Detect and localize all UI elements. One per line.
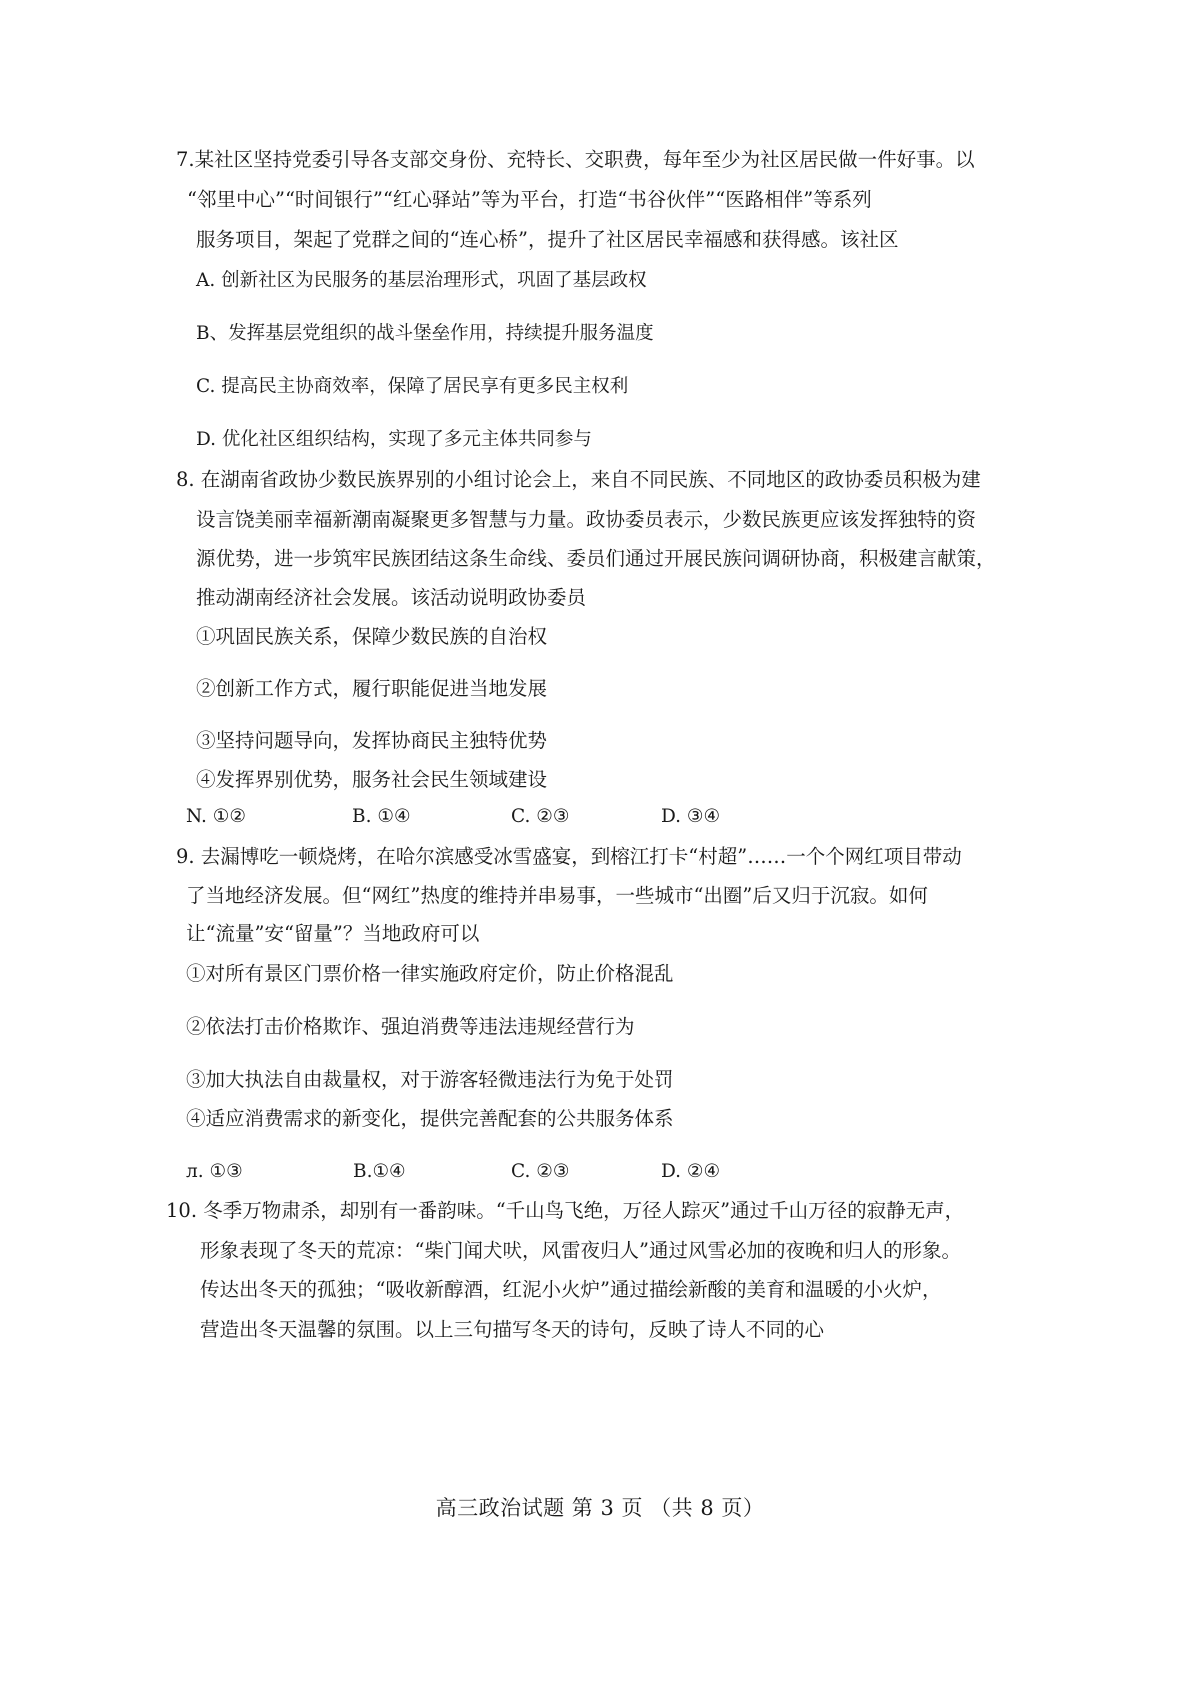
q8-stem-line-2: 设言饶美丽幸福新潮南凝聚更多智慧与力量。政协委员表示，少数民族更应该发挥独特的资 — [196, 508, 977, 531]
q9-item-4: ④适应消费需求的新变化，提供完善配套的公共服务体系 — [186, 1107, 674, 1130]
q9-item-3: ③加大执法自由裁量权，对于游客轻微违法行为免于处罚 — [186, 1068, 674, 1091]
q8-item-2: ②创新工作方式，履行职能促进当地发展 — [196, 677, 548, 700]
q7-option-b: B、发挥基层党组织的战斗堡垒作用，持续提升服务温度 — [196, 323, 654, 344]
q8-choice-b: B. ①④ — [352, 806, 411, 827]
q9-choice-b: B.①④ — [353, 1161, 406, 1182]
q8-item-1: ①巩固民族关系，保障少数民族的自治权 — [196, 625, 548, 648]
q9-choice-c: C. ②③ — [511, 1161, 570, 1182]
q10-stem-line-2: 形象表现了冬天的荒凉：“柴门闻犬吠，风雷夜归人”通过风雪必加的夜晚和归人的形象。 — [200, 1239, 961, 1262]
q9-stem-line-3: 让“流量”安“留量”？当地政府可以 — [186, 922, 480, 945]
q8-item-3: ③坚持问题导向，发挥协商民主独特优势 — [196, 729, 548, 752]
q7-stem-line-1: 7.某社区坚持党委引导各支部交身份、充特长、交职费，每年至少为社区居民做一件好事。以 — [176, 148, 975, 171]
q7-option-c: C. 提高民主协商效率，保障了居民享有更多民主权利 — [196, 376, 629, 397]
page-footer: 高三政治试题 第 3 页 （共 8 页） — [435, 1496, 765, 1520]
q9-choice-d: D. ②④ — [661, 1161, 721, 1182]
q10-stem-line-1: 10. 冬季万物肃杀，却别有一番韵味。“千山鸟飞绝，万径人踪灭”通过千山万径的寂静无声， — [166, 1199, 965, 1222]
q8-stem-line-4: 推动湖南经济社会发展。该活动说明政协委员 — [196, 586, 587, 609]
q9-item-1: ①对所有景区门票价格一律实施政府定价，防止价格混乱 — [186, 962, 674, 985]
q8-stem-line-3: 源优势，进一步筑牢民族团结这条生命线、委员们通过开展民族问调研协商，积极建言献策， — [196, 547, 996, 570]
q9-choice-a: л. ①③ — [186, 1161, 243, 1182]
q7-stem-line-3: 服务项目，架起了党群之间的“连心桥”，提升了社区居民幸福感和获得感。该社区 — [196, 228, 899, 251]
q10-stem-line-4: 营造出冬天温馨的氛围。以上三句描写冬天的诗句，反映了诗人不同的心 — [200, 1318, 825, 1341]
q8-choice-c: C. ②③ — [511, 806, 570, 827]
q7-stem-line-2: “邻里中心”“时间银行”“红心驿站”等为平台，打造“书谷伙伴”“医路相伴”等系列 — [187, 188, 872, 211]
q8-item-4: ④发挥界别优势，服务社会民生领域建设 — [196, 768, 548, 791]
q9-item-2: ②依法打击价格欺诈、强迫消费等违法违规经营行为 — [186, 1015, 635, 1038]
q7-option-a: A. 创新社区为民服务的基层治理形式，巩固了基层政权 — [196, 270, 647, 291]
q9-stem-line-2: 了当地经济发展。但“网红”热度的维持并串易事，一些城市“出圈”后又归于沉寂。如何 — [186, 884, 928, 907]
q8-choice-a: N. ①② — [186, 806, 246, 827]
q8-choice-d: D. ③④ — [661, 806, 721, 827]
q7-option-d: D. 优化社区组织结构，实现了多元主体共同参与 — [196, 429, 592, 450]
q8-stem-line-1: 8. 在湖南省政协少数民族界别的小组讨论会上，来自不同民族、不同地区的政协委员积极为建 — [176, 468, 981, 491]
q9-stem-line-1: 9. 去漏博吃一顿烧烤，在哈尔滨感受冰雪盛宴，到榕江打卡“村超”……一个个网红项目带动 — [176, 845, 962, 868]
q10-stem-line-3: 传达出冬天的孤独；“吸收新醇酒，红泥小火炉”通过描绘新酸的美育和温暖的小火炉， — [200, 1278, 942, 1301]
